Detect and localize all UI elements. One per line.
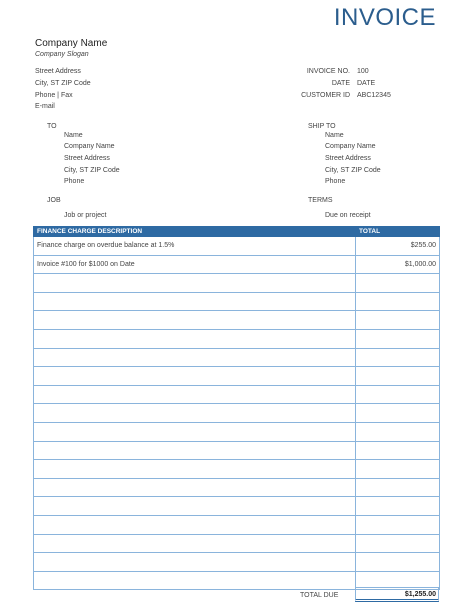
row-total[interactable] <box>356 534 440 553</box>
table-row <box>34 460 440 479</box>
table-row <box>34 534 440 553</box>
invoice-no-value: 100 <box>357 68 369 75</box>
row-total[interactable] <box>356 497 440 516</box>
row-total[interactable] <box>356 311 440 330</box>
ship-to-street: Street Address <box>325 155 371 162</box>
company-phone-fax: Phone | Fax <box>35 92 73 99</box>
row-total[interactable] <box>356 274 440 293</box>
row-total[interactable] <box>356 348 440 367</box>
row-description[interactable]: Finance charge on overdue balance at 1.5% <box>34 237 356 256</box>
row-total[interactable] <box>356 441 440 460</box>
to-phone: Phone <box>64 178 85 185</box>
description-column-header: FINANCE CHARGE DESCRIPTION <box>34 227 356 237</box>
row-description[interactable] <box>34 422 356 441</box>
table-row <box>34 237 440 256</box>
row-total[interactable] <box>356 292 440 311</box>
row-description[interactable] <box>34 478 356 497</box>
table-row <box>34 292 440 311</box>
row-description[interactable] <box>34 385 356 404</box>
customer-id-label: CUSTOMER ID <box>301 92 350 99</box>
to-city: City, ST ZIP Code <box>64 167 120 174</box>
total-due-label: TOTAL DUE <box>300 592 339 599</box>
to-street: Street Address <box>64 155 110 162</box>
row-description[interactable] <box>34 311 356 330</box>
table-row <box>34 515 440 534</box>
row-description[interactable] <box>34 274 356 293</box>
row-description[interactable] <box>34 329 356 348</box>
row-description[interactable] <box>34 515 356 534</box>
date-value: DATE <box>357 80 376 87</box>
row-description[interactable] <box>34 497 356 516</box>
company-slogan: Company Slogan <box>35 51 89 58</box>
table-row <box>34 274 440 293</box>
company-name: Company Name <box>35 38 108 49</box>
row-description[interactable] <box>34 571 356 590</box>
company-street: Street Address <box>35 68 81 75</box>
row-total[interactable] <box>356 553 440 572</box>
ship-to-city: City, ST ZIP Code <box>325 167 381 174</box>
invoice-no-label: INVOICE NO. <box>306 68 350 75</box>
row-description[interactable] <box>34 460 356 479</box>
table-header-row <box>34 227 440 237</box>
table-row <box>34 311 440 330</box>
table-row <box>34 422 440 441</box>
company-email: E-mail <box>35 103 55 110</box>
row-total[interactable]: $1,000.00 <box>356 255 440 274</box>
row-description[interactable] <box>34 553 356 572</box>
table-row <box>34 553 440 572</box>
row-total[interactable] <box>356 385 440 404</box>
ship-to-name: Name <box>325 132 344 139</box>
row-total[interactable] <box>356 460 440 479</box>
row-description[interactable] <box>34 404 356 423</box>
table-row <box>34 348 440 367</box>
job-label: JOB <box>47 197 61 204</box>
job-value: Job or project <box>64 212 107 219</box>
ship-to-label: SHIP TO <box>308 123 336 130</box>
row-description[interactable] <box>34 367 356 386</box>
table-row <box>34 441 440 460</box>
to-name: Name <box>64 132 83 139</box>
table-row <box>34 385 440 404</box>
table-row <box>34 404 440 423</box>
company-city: City, ST ZIP Code <box>35 80 91 87</box>
table-row <box>34 255 440 274</box>
to-company: Company Name <box>64 143 115 150</box>
table-row <box>34 478 440 497</box>
row-description[interactable]: Invoice #100 for $1000 on Date <box>34 255 356 274</box>
invoice-title: INVOICE <box>333 4 436 31</box>
table-row <box>34 497 440 516</box>
ship-to-company: Company Name <box>325 143 376 150</box>
row-description[interactable] <box>34 292 356 311</box>
terms-label: TERMS <box>308 197 333 204</box>
table-row <box>34 367 440 386</box>
total-due-value: $1,255.00 <box>404 591 436 598</box>
row-description[interactable] <box>34 348 356 367</box>
row-total[interactable] <box>356 329 440 348</box>
row-total[interactable] <box>356 478 440 497</box>
line-items-table <box>33 226 440 590</box>
ship-to-phone: Phone <box>325 178 346 185</box>
customer-id-value: ABC12345 <box>357 92 391 99</box>
table-row <box>34 329 440 348</box>
row-description[interactable] <box>34 534 356 553</box>
row-total[interactable] <box>356 422 440 441</box>
date-label: DATE <box>331 80 350 87</box>
row-description[interactable] <box>34 441 356 460</box>
terms-value: Due on receipt <box>325 212 371 219</box>
total-column-header: TOTAL <box>356 227 440 237</box>
to-label: TO <box>47 123 57 130</box>
row-total[interactable]: $255.00 <box>356 237 440 256</box>
row-total[interactable] <box>356 367 440 386</box>
row-total[interactable] <box>356 515 440 534</box>
row-total[interactable] <box>356 404 440 423</box>
